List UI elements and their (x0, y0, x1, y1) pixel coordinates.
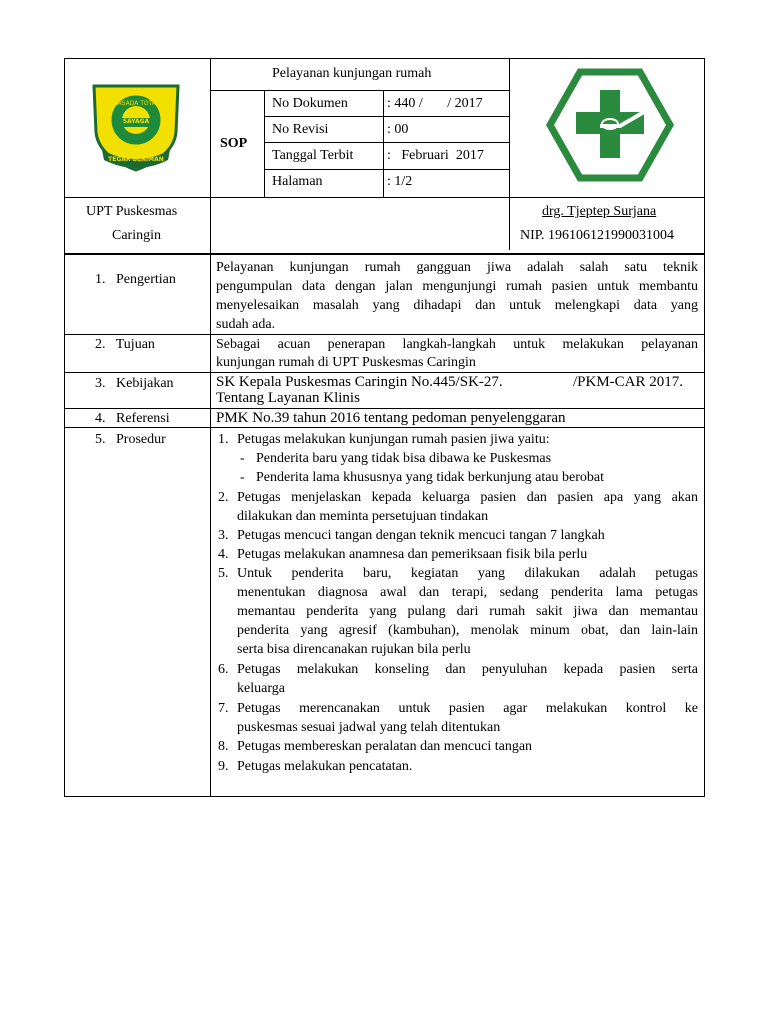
procedure-line: Petugas mencuci tangan dengan teknik mencuci tangan 7 langkah (237, 528, 605, 543)
meta-label: Halaman (272, 174, 323, 189)
pengertian-line: pengumpulan data dengan jalan mengunjungi rumah pasien untuk membantu (216, 279, 698, 294)
meta-label: Tanggal Terbit (272, 148, 354, 163)
kebijakan-text: /PKM-CAR 2017. (573, 374, 684, 390)
procedure-sub-dash: - (240, 451, 245, 466)
grid-line (264, 90, 265, 197)
procedure-line: keluarga (237, 681, 285, 696)
procedure-number: 9. (218, 759, 229, 774)
logo-center-text: SAYAGA (122, 118, 150, 125)
grid-line (264, 169, 510, 170)
procedure-line: Petugas melakukan pencatatan. (237, 759, 413, 774)
kebijakan-text: SK Kepala Puskesmas Caringin No.445/SK-27. (216, 374, 503, 390)
procedure-sub-item: Penderita lama khususnya yang tidak berkunjung atau berobat (256, 470, 604, 485)
logo-ribbon-text: TEGAR BERIMAN (108, 156, 164, 163)
procedure-number: 1. (218, 432, 229, 447)
procedure-number: 7. (218, 701, 229, 716)
referensi-text: PMK No.39 tahun 2016 tentang pedoman penyelenggaran (216, 410, 566, 426)
procedure-line: Petugas melakukan kunjungan rumah pasien jiwa yaitu: (237, 432, 550, 447)
meta-label: No Dokumen (272, 96, 348, 111)
procedure-line: serta bisa direncanakan rujukan bila perlu (237, 642, 471, 657)
section-label-kebijakan: 3. Kebijakan (95, 376, 174, 391)
procedure-line: penderita yang agresif (kambuhan), menolak minum obat, dan lain-lain (237, 623, 698, 638)
section-label-prosedur: 5. Prosedur (95, 432, 166, 447)
grid-line (64, 197, 705, 198)
procedure-number: 4. (218, 547, 229, 562)
procedure-sub-item: Penderita baru yang tidak bisa dibawa ke Puskesmas (256, 451, 552, 466)
org-name: UPT Puskesmas (86, 204, 178, 219)
kebijakan-text: Tentang Layanan Klinis (216, 390, 360, 406)
procedure-line: memantau penderita yang pulang dari rumah sakit jiwa dan memantau (237, 604, 698, 619)
sop-label: SOP (220, 136, 248, 151)
puskesmas-logo (546, 68, 674, 182)
grid-line (64, 253, 705, 255)
procedure-line: Petugas menjelaskan kepada keluarga pasien dan pasien apa yang akan (237, 490, 698, 505)
org-location: Caringin (112, 228, 161, 243)
pengertian-line: sudah ada. (216, 317, 276, 332)
procedure-number: 6. (218, 662, 229, 677)
procedure-line: puskesmas sesuai jadwal yang telah ditentukan (237, 720, 501, 735)
meta-value: : 440 / / 2017 (387, 96, 483, 111)
procedure-line: menentukan diagnosa awal dan terapi, sedang penderita lama petugas (237, 585, 698, 600)
procedure-line: Petugas melakukan konseling dan penyuluhan kepada pasien serta (237, 662, 698, 677)
grid-line (210, 90, 510, 91)
procedure-number: 2. (218, 490, 229, 505)
grid-line (509, 58, 510, 250)
procedure-number: 8. (218, 739, 229, 754)
meta-value: : 1/2 (387, 174, 413, 189)
procedure-line: Petugas membereskan peralatan dan mencuci tangan (237, 739, 533, 754)
bogor-regency-logo (88, 80, 184, 176)
tujuan-line: kunjungan rumah di UPT Puskesmas Caringin (216, 355, 476, 370)
section-label-tujuan: 2. Tujuan (95, 337, 155, 352)
section-label-referensi: 4. Referensi (95, 411, 170, 426)
grid-line (264, 142, 510, 143)
section-label-pengertian: 1. Pengertian (95, 272, 176, 287)
procedure-line: Petugas merencanakan untuk pasien agar melakukan kontrol ke (237, 701, 698, 716)
procedure-line: Petugas melakukan anamnesa dan pemeriksaan fisik bila perlu (237, 547, 588, 562)
document-title: Pelayanan kunjungan rumah (272, 66, 432, 81)
signer-nip: NIP. 196106121990031004 (520, 228, 675, 243)
signer-name: drg. Tjeptep Surjana (542, 204, 657, 219)
procedure-line: Untuk penderita baru, kegiatan yang dilakukan adalah petugas (237, 566, 698, 581)
grid-line (383, 90, 384, 197)
meta-label: No Revisi (272, 122, 329, 137)
meta-value: : Februari 2017 (387, 148, 484, 163)
procedure-sub-dash: - (240, 470, 245, 485)
tujuan-line: Sebagai acuan penerapan langkah-langkah untuk melakukan pelayanan (216, 337, 698, 352)
grid-line (264, 116, 510, 117)
pengertian-line: menyelesaikan masalah yang dihadapi dan untuk melengkapi data yang (216, 298, 698, 313)
procedure-line: dilakukan dan meminta persetujuan tindakan (237, 509, 489, 524)
logo-top-text: PRASADA TOTAGA (110, 100, 165, 107)
procedure-number: 5. (218, 566, 229, 581)
pengertian-line: Pelayanan kunjungan rumah gangguan jiwa adalah salah satu teknik (216, 260, 698, 275)
meta-value: : 00 (387, 122, 409, 137)
procedure-number: 3. (218, 528, 229, 543)
